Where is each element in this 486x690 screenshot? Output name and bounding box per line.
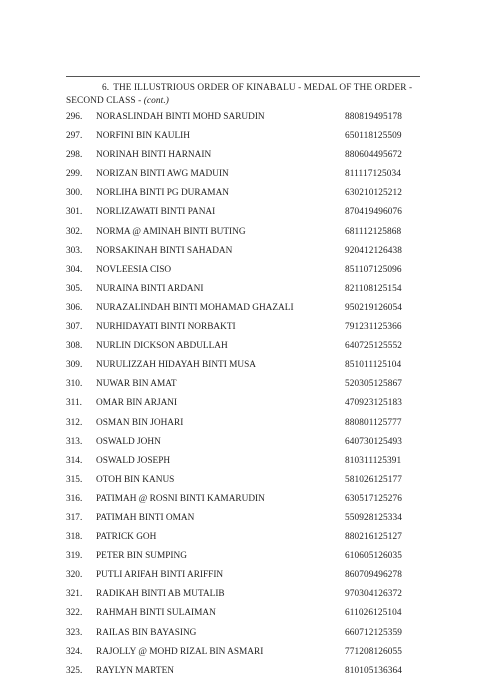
list-item xyxy=(66,127,426,146)
entry-number: 312. xyxy=(66,417,83,428)
ic-number: 470923125183 xyxy=(345,398,402,409)
recipient-name: NORINAH BINTI HARNAIN xyxy=(96,150,212,161)
entry-number: 305. xyxy=(66,283,83,294)
list-item xyxy=(66,375,426,394)
section-title: THE ILLUSTRIOUS ORDER OF KINABALU - MEDAL OF THE ORDER - SECOND CLASS - xyxy=(66,83,413,106)
recipient-name: NORSAKINAH BINTI SAHADAN xyxy=(96,245,233,256)
list-item xyxy=(66,318,426,337)
list-item xyxy=(66,146,426,165)
recipient-list xyxy=(66,108,426,681)
list-item xyxy=(66,299,426,318)
recipient-name: NORLIZAWATI BINTI PANAI xyxy=(96,207,216,218)
entry-number: 296. xyxy=(66,112,83,122)
list-item xyxy=(66,108,426,127)
list-item xyxy=(66,337,426,356)
entry-number: 321. xyxy=(66,589,83,600)
entry-number: 318. xyxy=(66,532,83,543)
entry-number: 298. xyxy=(66,150,83,161)
ic-number: 581026125177 xyxy=(345,474,402,485)
recipient-name: RAYLYN MARTEN xyxy=(96,665,174,676)
entry-number: 301. xyxy=(66,207,83,218)
entry-number: 311. xyxy=(66,398,82,409)
entry-number: 297. xyxy=(66,131,83,142)
recipient-name: NORASLINDAH BINTI MOHD SARUDIN xyxy=(96,112,265,122)
list-item xyxy=(66,528,426,547)
list-item xyxy=(66,509,426,528)
list-item xyxy=(66,414,426,433)
entry-number: 310. xyxy=(66,379,83,390)
entry-number: 325. xyxy=(66,665,83,676)
ic-number: 880801125777 xyxy=(345,417,402,428)
list-item xyxy=(66,604,426,623)
list-item xyxy=(66,242,426,261)
entry-number: 324. xyxy=(66,646,83,657)
recipient-name: OMAR BIN ARJANI xyxy=(96,398,178,409)
ic-number: 771208126055 xyxy=(345,646,402,657)
ic-number: 640730125493 xyxy=(345,436,402,447)
recipient-name: NURLIN DICKSON ABDULLAH xyxy=(96,341,228,352)
ic-number: 851011125104 xyxy=(345,360,402,371)
entry-number: 313. xyxy=(66,436,83,447)
ic-number: 791231125366 xyxy=(345,322,402,333)
recipient-name: OSWALD JOSEPH xyxy=(96,455,171,466)
ic-number: 520305125867 xyxy=(345,379,402,390)
recipient-name: OSWALD JOHN xyxy=(96,436,161,447)
entry-number: 306. xyxy=(66,302,83,313)
recipient-name: NORMA @ AMINAH BINTI BUTING xyxy=(96,226,246,237)
ic-number: 640725125552 xyxy=(345,341,402,352)
ic-number: 550928125334 xyxy=(345,512,402,523)
ic-number: 851107125096 xyxy=(345,264,402,275)
recipient-name: PATRICK GOH xyxy=(96,532,157,543)
recipient-name: PATIMAH BINTI OMAN xyxy=(96,512,195,523)
recipient-name: NURAINA BINTI ARDANI xyxy=(96,283,204,294)
recipient-name: PATIMAH @ ROSNI BINTI KAMARUDIN xyxy=(96,493,265,504)
ic-number: 610605126035 xyxy=(345,551,402,562)
recipient-name: RAJOLLY @ MOHD RIZAL BIN ASMARI xyxy=(96,646,264,657)
entry-number: 316. xyxy=(66,493,83,504)
recipient-name: NOVLEESIA CISO xyxy=(96,264,172,275)
section-heading xyxy=(66,82,422,107)
list-item xyxy=(66,203,426,222)
ic-number: 920412126438 xyxy=(345,245,402,256)
list-item xyxy=(66,394,426,413)
list-item xyxy=(66,643,426,662)
entry-number: 319. xyxy=(66,551,83,562)
ic-number: 681112125868 xyxy=(345,226,402,237)
recipient-name: NURULIZZAH HIDAYAH BINTI MUSA xyxy=(96,360,257,371)
ic-number: 880216125127 xyxy=(345,532,402,543)
ic-number: 811117125034 xyxy=(345,169,401,180)
ic-number: 950219126054 xyxy=(345,302,402,313)
list-item xyxy=(66,223,426,242)
ic-number: 970304126372 xyxy=(345,589,402,600)
recipient-name: NUWAR BIN AMAT xyxy=(96,379,177,390)
section-number: 6. xyxy=(102,83,110,93)
entry-number: 315. xyxy=(66,474,83,485)
ic-number: 810105136364 xyxy=(345,665,402,676)
list-item xyxy=(66,261,426,280)
ic-number: 860709496278 xyxy=(345,570,402,581)
entry-number: 322. xyxy=(66,608,83,619)
recipient-name: NORFINI BIN KAULIH xyxy=(96,131,190,142)
entry-number: 299. xyxy=(66,169,83,180)
entry-number: 320. xyxy=(66,570,83,581)
entry-number: 300. xyxy=(66,188,83,199)
list-item xyxy=(66,280,426,299)
list-item xyxy=(66,471,426,490)
entry-number: 303. xyxy=(66,245,83,256)
list-item xyxy=(66,566,426,585)
ic-number: 880604495672 xyxy=(345,150,402,161)
ic-number: 630210125212 xyxy=(345,188,402,199)
entry-number: 308. xyxy=(66,341,83,352)
recipient-name: PETER BIN SUMPING xyxy=(96,551,187,562)
ic-number: 630517125276 xyxy=(345,493,402,504)
list-item xyxy=(66,356,426,375)
list-item xyxy=(66,662,426,681)
list-item xyxy=(66,165,426,184)
recipient-name: PUTLI ARIFAH BINTI ARIFFIN xyxy=(96,570,224,581)
ic-number: 660712125359 xyxy=(345,627,402,638)
list-item xyxy=(66,547,426,566)
entry-number: 307. xyxy=(66,322,83,333)
list-item xyxy=(66,490,426,509)
ic-number: 650118125509 xyxy=(345,131,402,142)
recipient-name: NURHIDAYATI BINTI NORBAKTI xyxy=(96,322,236,333)
entry-number: 302. xyxy=(66,226,83,237)
recipient-name: RAHMAH BINTI SULAIMAN xyxy=(96,608,216,619)
continued-note: (cont.) xyxy=(143,95,169,106)
list-item xyxy=(66,184,426,203)
entry-number: 314. xyxy=(66,455,83,466)
recipient-name: OSMAN BIN JOHARI xyxy=(96,417,184,428)
header-rule xyxy=(66,76,420,77)
ic-number: 810311125391 xyxy=(345,455,402,466)
ic-number: 880819495178 xyxy=(345,112,402,122)
entry-number: 317. xyxy=(66,512,83,523)
list-item xyxy=(66,624,426,643)
entry-number: 309. xyxy=(66,360,83,371)
list-item xyxy=(66,452,426,471)
recipient-name: NURAZALINDAH BINTI MOHAMAD GHAZALI xyxy=(96,302,294,313)
list-item xyxy=(66,433,426,452)
ic-number: 821108125154 xyxy=(345,283,402,294)
recipient-name: OTOH BIN KANUS xyxy=(96,474,175,485)
recipient-name: NORLIHA BINTI PG DURAMAN xyxy=(96,188,229,199)
recipient-name: RADIKAH BINTI AB MUTALIB xyxy=(96,589,225,600)
recipient-name: NORIZAN BINTI AWG MADUIN xyxy=(96,169,229,180)
entry-number: 323. xyxy=(66,627,83,638)
ic-number: 611026125104 xyxy=(345,608,402,619)
entry-number: 304. xyxy=(66,264,83,275)
ic-number: 870419496076 xyxy=(345,207,402,218)
list-item xyxy=(66,585,426,604)
recipient-name: RAILAS BIN BAYASING xyxy=(96,627,197,638)
